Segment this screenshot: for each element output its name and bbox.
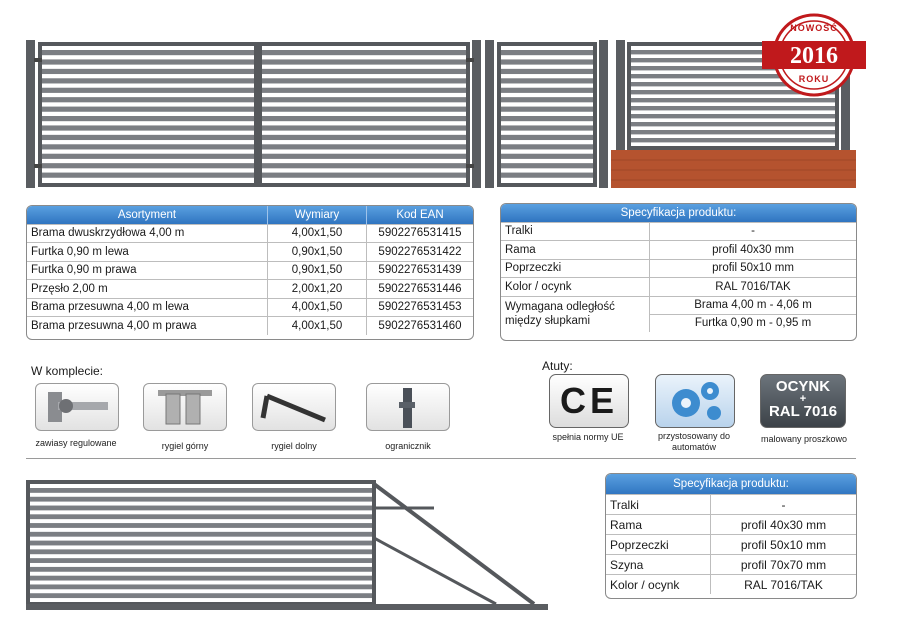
ce-label: spełnia normy UE [552, 432, 624, 442]
hinge-icon [36, 384, 118, 430]
slat [42, 154, 254, 159]
dimensions-cell: 4,00x1,50 [268, 298, 367, 317]
slat [42, 59, 254, 64]
slat [30, 523, 372, 528]
spec-value-cell: - [711, 495, 857, 515]
distance-wicket-value: Furtka 0,90 m - 0,95 m [694, 316, 812, 329]
slat [42, 144, 254, 149]
automation-label-2: automatów [671, 442, 717, 452]
ce-mark-box [549, 374, 629, 428]
slat [262, 50, 466, 55]
spec-label-cell: Kolor / ocynk [501, 278, 650, 297]
slat [30, 532, 372, 537]
table-row [27, 298, 473, 317]
top-bolt-item [143, 383, 227, 431]
table-row [501, 278, 856, 297]
automation-box [655, 374, 735, 428]
slat [501, 144, 593, 149]
spec-table-2 [605, 473, 857, 599]
spec-value-cell: RAL 7016/TAK [650, 278, 857, 297]
assortment-cell: Brama przesuwna 4,00 m prawa [27, 317, 268, 335]
spec-label-cell: Poprzeczki [501, 259, 650, 278]
section-divider [26, 458, 856, 459]
slat [262, 125, 466, 130]
dimensions-cell: 0,90x1,50 [268, 261, 367, 280]
spec-value-cell: profil 40x30 mm [711, 515, 857, 535]
product-table [26, 205, 474, 340]
spec-table-2-title: Specyfikacja produktu: [673, 478, 789, 490]
table-row [501, 296, 856, 332]
table-row [27, 224, 473, 243]
slat [42, 163, 254, 168]
slat [262, 69, 466, 74]
assortment-cell: Brama przesuwna 4,00 m lewa [27, 298, 268, 317]
slat [631, 122, 835, 126]
slat [501, 163, 593, 168]
slat [42, 50, 254, 55]
table-row [606, 515, 856, 535]
slat [30, 488, 372, 493]
badge-year: 2016 [790, 43, 838, 69]
slat [262, 144, 466, 149]
slat [631, 114, 835, 118]
slat [501, 116, 593, 121]
dimensions-cell: 2,00x1,20 [268, 280, 367, 299]
table-row [606, 535, 856, 555]
spec-value-cell: profil 70x70 mm [711, 555, 857, 575]
ean-cell: 5902276531460 [367, 317, 474, 335]
slat [262, 78, 466, 83]
dimensions-cell: 4,00x1,50 [268, 224, 367, 243]
slat [501, 154, 593, 159]
automation-label-1: przystosowany do [657, 431, 731, 441]
spec-table-1 [500, 203, 857, 341]
slat [30, 593, 372, 598]
hinge-item [35, 383, 119, 431]
slat [501, 88, 593, 93]
spec-value-cell: profil 40x30 mm [650, 241, 857, 260]
slat [42, 69, 254, 74]
slat [42, 78, 254, 83]
ocynk-plus: + [799, 393, 807, 405]
spec-label-cell: Poprzeczki [606, 535, 711, 555]
slat [30, 514, 372, 519]
distance-gate-value: Brama 4,00 m - 4,06 m [650, 297, 856, 315]
table-row [501, 222, 856, 241]
col-assortment: Asortyment [117, 208, 177, 221]
slat [262, 154, 466, 159]
kit-label-hinge: zawiasy regulowane [35, 438, 117, 448]
slat [30, 506, 372, 511]
spec-label-cell: Tralki [606, 495, 711, 515]
table-row [27, 317, 473, 335]
sliding-gate-image [26, 478, 551, 616]
badge-bottom-text: ROKU [798, 74, 830, 84]
ean-cell: 5902276531415 [367, 224, 474, 243]
slat [501, 173, 593, 178]
table-row [27, 243, 473, 262]
slat [262, 88, 466, 93]
slat [501, 78, 593, 83]
slat [262, 97, 466, 102]
slat [42, 135, 254, 140]
table-row [27, 280, 473, 299]
slat [42, 173, 254, 178]
ce-mark-icon: CE [559, 380, 618, 421]
slat [631, 106, 835, 110]
slat [30, 549, 372, 554]
slat [42, 88, 254, 93]
ean-cell: 5902276531422 [367, 243, 474, 262]
gears-icon [656, 375, 734, 427]
new-product-badge [760, 10, 868, 100]
ean-cell: 5902276531439 [367, 261, 474, 280]
col-dimensions: Wymiary [268, 206, 367, 224]
slat [30, 541, 372, 546]
ean-cell: 5902276531446 [367, 280, 474, 299]
spec-value-cell: profil 50x10 mm [711, 535, 857, 555]
kit-label-stopper: ogranicznik [385, 441, 431, 451]
assortment-cell: Furtka 0,90 m lewa [27, 243, 268, 262]
slat [30, 576, 372, 581]
ocynk-label: malowany proszkowo [760, 434, 848, 444]
distance-label-line1: Wymagana odległość [505, 301, 615, 313]
slat [30, 584, 372, 589]
spec-label-cell: Rama [501, 241, 650, 260]
spec-value-cell: - [650, 222, 857, 241]
ocynk-line2: RAL 7016 [768, 403, 838, 420]
slat [501, 107, 593, 112]
slat [501, 50, 593, 55]
slat [262, 135, 466, 140]
top-bolt-icon [144, 384, 226, 430]
atuty-title: Atuty: [542, 359, 573, 373]
slat [501, 125, 593, 130]
wicket-image [485, 40, 610, 190]
bottom-bolt-item [252, 383, 336, 431]
ocynk-line1: OCYNK [775, 378, 831, 395]
spec-value-cell: profil 50x10 mm [650, 259, 857, 278]
kit-label-top-bolt: rygiel górny [161, 441, 209, 451]
spec-value-cell: RAL 7016/TAK [711, 575, 857, 595]
slat [501, 135, 593, 140]
slat [262, 116, 466, 121]
dimensions-cell: 4,00x1,50 [268, 317, 367, 335]
slat [42, 125, 254, 130]
distance-label-line2: między słupkami [505, 315, 590, 327]
assortment-cell: Brama dwuskrzydłowa 4,00 m [27, 224, 268, 243]
stopper-item [366, 383, 450, 431]
spec-label-cell: Szyna [606, 555, 711, 575]
spec-table-1-title: Specyfikacja produktu: [620, 206, 737, 219]
double-gate-image [26, 40, 481, 190]
badge-top-text: NOWOŚĆ [790, 23, 838, 33]
spec-label-cell: Kolor / ocynk [606, 575, 711, 595]
slat [30, 497, 372, 502]
stopper-icon [367, 384, 449, 430]
ean-cell: 5902276531453 [367, 298, 474, 317]
slat [30, 558, 372, 563]
slat [42, 116, 254, 121]
slat [30, 567, 372, 572]
slat [501, 97, 593, 102]
spec-label-cell: Rama [606, 515, 711, 535]
kit-label-bottom-bolt: rygiel dolny [271, 441, 317, 451]
slat [262, 173, 466, 178]
bottom-bolt-icon [253, 384, 335, 430]
ocynk-box [760, 374, 846, 428]
table-row [606, 575, 856, 595]
table-row [606, 495, 856, 515]
slat [42, 97, 254, 102]
slat [262, 163, 466, 168]
slat [631, 130, 835, 134]
slat [631, 138, 835, 142]
slat [262, 59, 466, 64]
slat [501, 69, 593, 74]
assortment-cell: Furtka 0,90 m prawa [27, 261, 268, 280]
table-row [27, 261, 473, 280]
dimensions-cell: 0,90x1,50 [268, 243, 367, 262]
slat [501, 59, 593, 64]
table-row [501, 241, 856, 260]
table-row [501, 259, 856, 278]
assortment-cell: Przęsło 2,00 m [27, 280, 268, 299]
col-ean: Kod EAN [367, 206, 474, 224]
slat [262, 107, 466, 112]
spec-label-cell: Tralki [501, 222, 650, 241]
table-row [606, 555, 856, 575]
slat [42, 107, 254, 112]
kit-title: W komplecie: [31, 364, 104, 378]
product-table-header [27, 206, 473, 224]
